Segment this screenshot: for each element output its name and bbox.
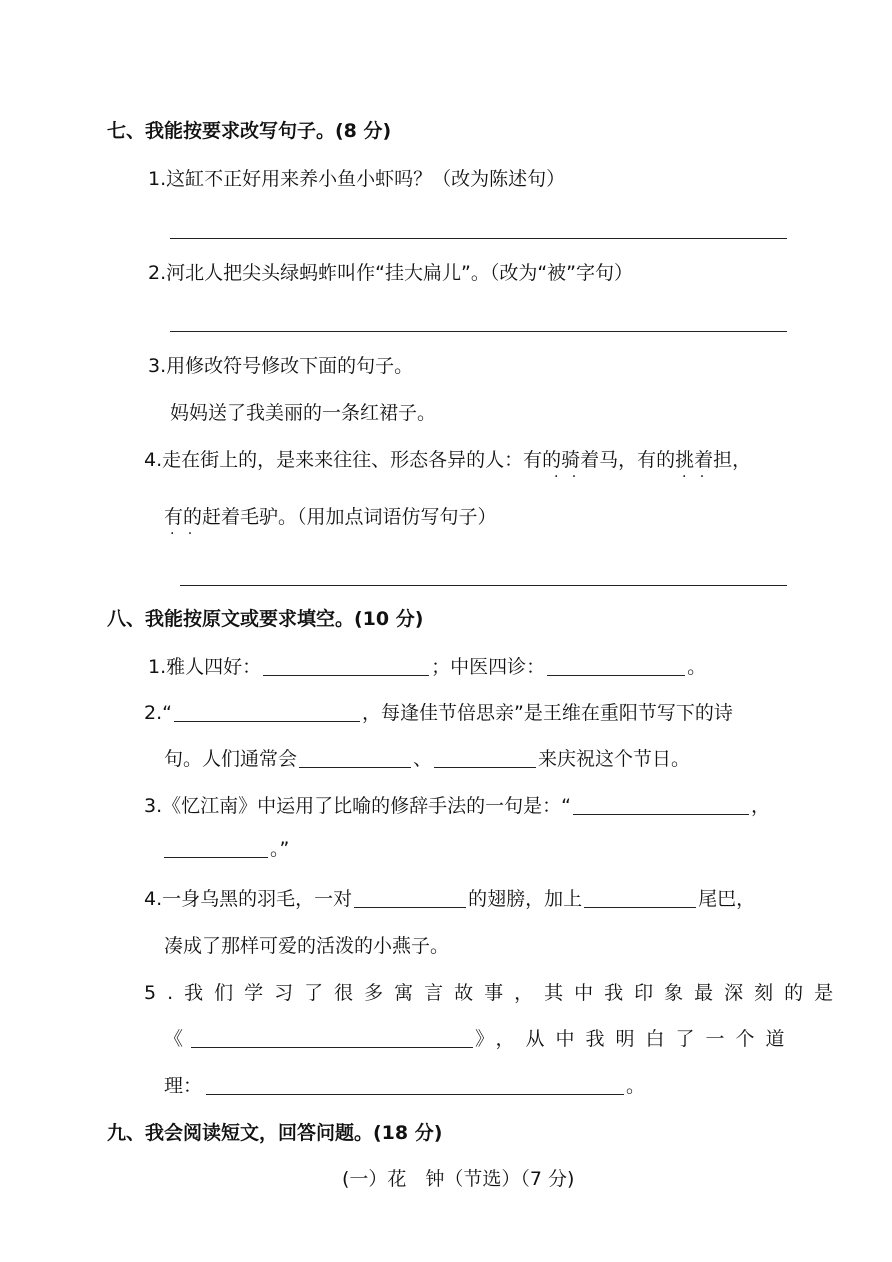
s8-question-5-line-3	[164, 1077, 645, 1096]
s8-q2-text-d: 、	[413, 748, 433, 770]
s8-q5-text-c: 》，从中我明白了一个道	[475, 1028, 796, 1050]
blank-fable-title[interactable]	[191, 1030, 473, 1048]
s8-q2-text-e: 来庆祝这个节日。	[538, 748, 691, 770]
answer-line-2[interactable]	[170, 331, 787, 332]
emphasis-dots-3: · ·	[170, 526, 193, 542]
s8-q4-text-c: 尾巴，	[698, 888, 756, 910]
section-8-heading: 八、我能按原文或要求填空。(10 分)	[107, 608, 424, 630]
blank-elegant-hobbies[interactable]	[263, 658, 429, 676]
blank-custom-2[interactable]	[434, 750, 536, 768]
s8-q5-text-e: 。	[626, 1075, 646, 1097]
answer-line-1[interactable]	[170, 238, 787, 239]
s8-q4-text-a: 4.一身乌黑的羽毛，一对	[144, 888, 353, 910]
s8-q5-text-d: 理：	[164, 1075, 203, 1097]
s7-question-2: 2.河北人把尖头绿蚂蚱叫作“挂大扁儿”。（改为“被”字句）	[148, 262, 634, 284]
s8-question-4-line-2: 凑成了那样可爱的活泼的小燕子。	[164, 935, 450, 957]
emphasis-dots-2: · ·	[682, 469, 705, 485]
blank-moral[interactable]	[206, 1077, 624, 1095]
s8-question-5-line-1: 5.我们学习了很多寓言故事，其中我印象最深刻的是	[144, 982, 845, 1004]
answer-line-4[interactable]	[180, 585, 787, 586]
s7-question-1: 1.这缸不正好用来养小鱼小虾吗？（改为陈述句）	[148, 168, 566, 190]
s8-question-3-line-1	[144, 797, 770, 816]
s7-question-3: 3.用修改符号修改下面的句子。	[148, 355, 414, 377]
s8-question-1	[148, 658, 706, 677]
s8-question-5-line-2	[164, 1030, 796, 1049]
s8-question-3-line-2	[162, 840, 289, 859]
reading-passage-title: (一）花 钟（节选）（7 分)	[342, 1168, 575, 1190]
emphasis-dots-1: · ·	[554, 469, 577, 485]
s8-q2-text-a: 2.“	[144, 702, 172, 724]
s8-q3-text-c: 。”	[270, 838, 290, 860]
s8-q4-text-b: 的翅膀，加上	[468, 888, 583, 910]
s7-question-3-sentence: 妈妈送了我美丽的一条红裙子。	[170, 402, 437, 424]
s7-question-4-line-1: 4.走在街上的，是来来往往、形态各异的人：有的骑着马，有的挑着担，	[144, 449, 752, 471]
s8-q1-text-c: 。	[687, 656, 707, 678]
section-9-heading: 九、我会阅读短文，回答问题。(18 分)	[107, 1122, 443, 1144]
s8-q1-text-b: ；中医四诊：	[431, 656, 546, 678]
s8-question-2-line-2	[164, 750, 690, 769]
blank-tail[interactable]	[584, 890, 696, 908]
s8-q3-text-b: ，	[750, 795, 770, 817]
s8-q2-text-b: ，每逢佳节倍思亲”是王维在重阳节写下的诗	[361, 702, 733, 724]
blank-custom-1[interactable]	[299, 750, 411, 768]
s8-q2-text-c: 句。人们通常会	[164, 748, 298, 770]
s8-q1-text-a: 1.雅人四好：	[148, 656, 262, 678]
s8-q3-text-a: 3.《忆江南》中运用了比喻的修辞手法的一句是：“	[144, 795, 571, 817]
blank-poem-line[interactable]	[174, 704, 360, 722]
blank-metaphor-line-2[interactable]	[164, 840, 268, 858]
s8-question-4-line-1	[144, 890, 755, 909]
s7-question-4-line-2: 有的赶着毛驴。（用加点词语仿写句子）	[164, 506, 497, 528]
s8-q5-text-b: 《	[164, 1028, 184, 1050]
blank-wings[interactable]	[354, 890, 466, 908]
blank-metaphor-line-1[interactable]	[573, 797, 749, 815]
s8-question-2-line-1	[144, 704, 733, 723]
section-7-heading: 七、我能按要求改写句子。(8 分)	[107, 120, 392, 142]
blank-diagnosis-methods[interactable]	[547, 658, 685, 676]
